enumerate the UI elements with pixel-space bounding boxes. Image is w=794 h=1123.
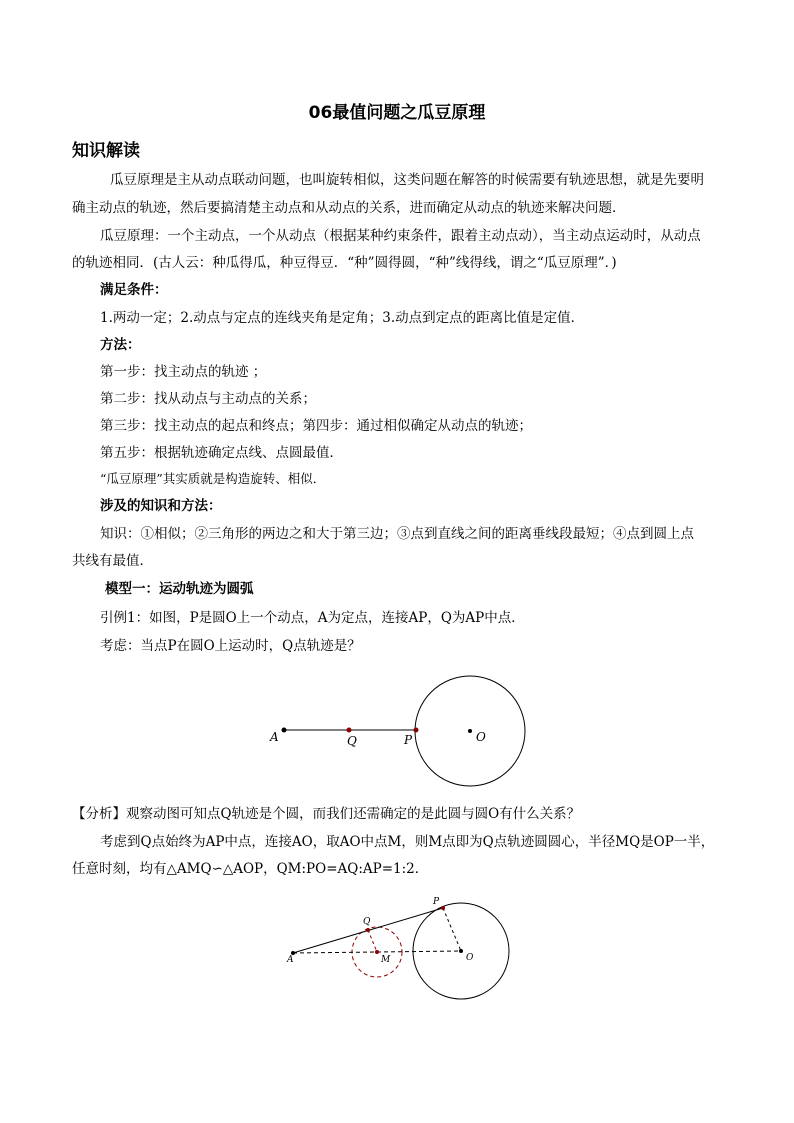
analysis-line2: 考虑到Q点始终为AP中点，连接AO，取AO中点M，则M点即为Q点轨迹圆圆心，半径MQ是OP一半，	[100, 834, 715, 850]
label-p: P	[404, 733, 413, 747]
method-step34: 第三步：找主动点的起点和终点；第四步：通过相似确定从动点的轨迹；	[100, 418, 532, 434]
model1-question: 考虑：当点P在圆O上运动时，Q点轨迹是？	[100, 638, 361, 654]
conditions-heading: 满足条件：	[100, 282, 168, 298]
intro-p1-line2: 确主动点的轨迹，然后要搞清楚主动点和从动点的关系，进而确定从动点的轨迹来解决问题．	[72, 200, 626, 216]
point-m	[375, 950, 379, 954]
knowledge-line1: 知识：①相似；②三角形的两边之和大于第三边；③点到直线之间的距离垂线段最短；④点到圆上点	[100, 526, 694, 542]
segment-qm	[368, 930, 377, 952]
point-o	[459, 949, 463, 953]
knowledge-heading: 涉及的知识和方法：	[100, 498, 222, 514]
label-q: Q	[363, 917, 371, 927]
point-q	[366, 928, 370, 932]
label-q: Q	[347, 734, 357, 748]
method-step5: 第五步：根据轨迹确定点线、点圆最值．	[100, 445, 343, 461]
label-m: M	[381, 955, 391, 965]
method-heading: 方法：	[100, 337, 141, 353]
intro-p2-line2: 的轨迹相同．(古人云：种瓜得瓜，种豆得豆．“种”圆得圆，“种”线得线，谓之“瓜豆原理”．)	[72, 255, 617, 271]
method-step2: 第二步：找从动点与主动点的关系；	[100, 391, 316, 407]
method-essence: “瓜豆原理”其实质就是构造旋转、相似．	[100, 471, 326, 486]
method-step1: 第一步：找主动点的轨迹 ；	[100, 364, 267, 380]
analysis-line1: 【分析】观察动图可知点Q轨迹是个圆，而我们还需确定的是此圆与圆O有什么关系？	[72, 806, 581, 822]
conditions-text: 1.两动一定；2.动点与定点的连线夹角是定角；3.动点到定点的距离比值是定值．	[100, 310, 585, 326]
intro-p1-line1: 瓜豆原理是主从动点联动问题，也叫旋转相似，这类问题在解答的时候需要有轨迹思想，就是先要明	[110, 172, 704, 188]
label-o: O	[466, 953, 474, 963]
label-o: O	[476, 730, 486, 744]
page-title: 06最值问题之瓜豆原理	[308, 103, 486, 123]
label-a: A	[270, 730, 279, 744]
model1-heading: 模型一：运动轨迹为圆弧	[105, 581, 254, 597]
section-heading: 知识解读	[72, 141, 140, 161]
intro-p2-line1: 瓜豆原理：一个主动点，一个从动点（根据某种约束条件，跟着主动点动），当主动点运动时，从动点	[100, 228, 701, 244]
analysis-line3: 任意时刻，均有△AMQ∽△AOP，QM:PO=AQ:AP=1:2．	[72, 861, 429, 877]
label-p: P	[433, 897, 440, 907]
segment-po	[443, 908, 461, 951]
knowledge-line2: 共线有最值．	[72, 553, 153, 569]
model1-example: 引例1：如图，P是圆O上一个动点，A为定点，连接AP，Q为AP中点．	[100, 610, 525, 626]
point-p	[441, 906, 445, 910]
label-a: A	[287, 955, 294, 965]
